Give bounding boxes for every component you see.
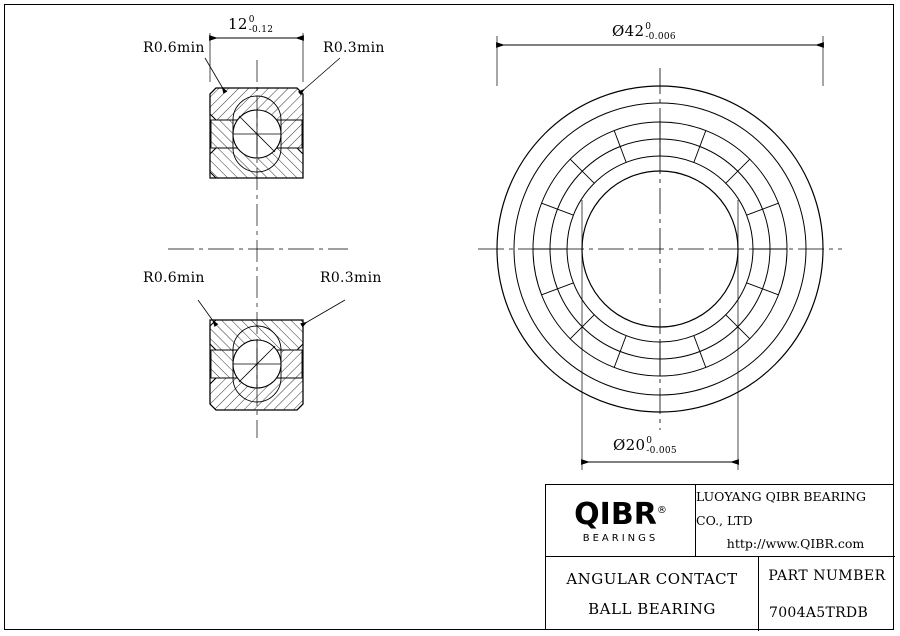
bore-symbol: Ø <box>613 436 626 454</box>
product-line-1: ANGULAR CONTACT <box>566 570 738 588</box>
dimension-width-upper: 0 <box>248 15 255 25</box>
dimension-width-nominal: 12 <box>228 15 248 33</box>
product-line-2: BALL BEARING <box>588 600 716 618</box>
company-info <box>696 485 895 556</box>
od-nominal: 42 <box>624 22 645 40</box>
od-symbol: Ø <box>612 22 625 40</box>
od-upper: 0 <box>645 22 652 32</box>
dimension-width-lower: -0.12 <box>248 25 274 35</box>
od-lower: -0.006 <box>645 32 676 42</box>
brand-name-wrapper <box>574 496 667 532</box>
part-number-value: 7004A5TRDB <box>769 604 869 621</box>
company-website[interactable]: http://www.QIBR.com <box>726 536 865 552</box>
title-block <box>545 484 894 630</box>
bore-nominal: 20 <box>625 436 646 454</box>
registered-mark: ® <box>656 504 667 516</box>
product-description <box>546 557 759 631</box>
bore-upper: 0 <box>646 436 653 446</box>
title-block-body <box>546 557 895 631</box>
title-block-header <box>546 485 895 557</box>
dimension-width <box>228 15 273 35</box>
part-number-cell <box>759 557 895 631</box>
dimension-outer-diameter <box>612 22 676 42</box>
company-name: LUOYANG QIBR BEARING CO., LTD <box>696 488 866 528</box>
brand-name: QIBR <box>574 496 657 532</box>
part-number-label: PART NUMBER <box>768 567 886 584</box>
label-r03-top: R0.3min <box>323 40 385 56</box>
label-r06-top: R0.6min <box>143 40 205 56</box>
label-r03-bottom: R0.3min <box>320 270 382 286</box>
dimension-bore-diameter <box>613 436 677 456</box>
bore-lower: -0.005 <box>646 446 677 456</box>
label-r06-bottom: R0.6min <box>143 270 205 286</box>
brand-logo <box>546 485 696 556</box>
brand-tagline: BEARINGS <box>582 532 659 544</box>
